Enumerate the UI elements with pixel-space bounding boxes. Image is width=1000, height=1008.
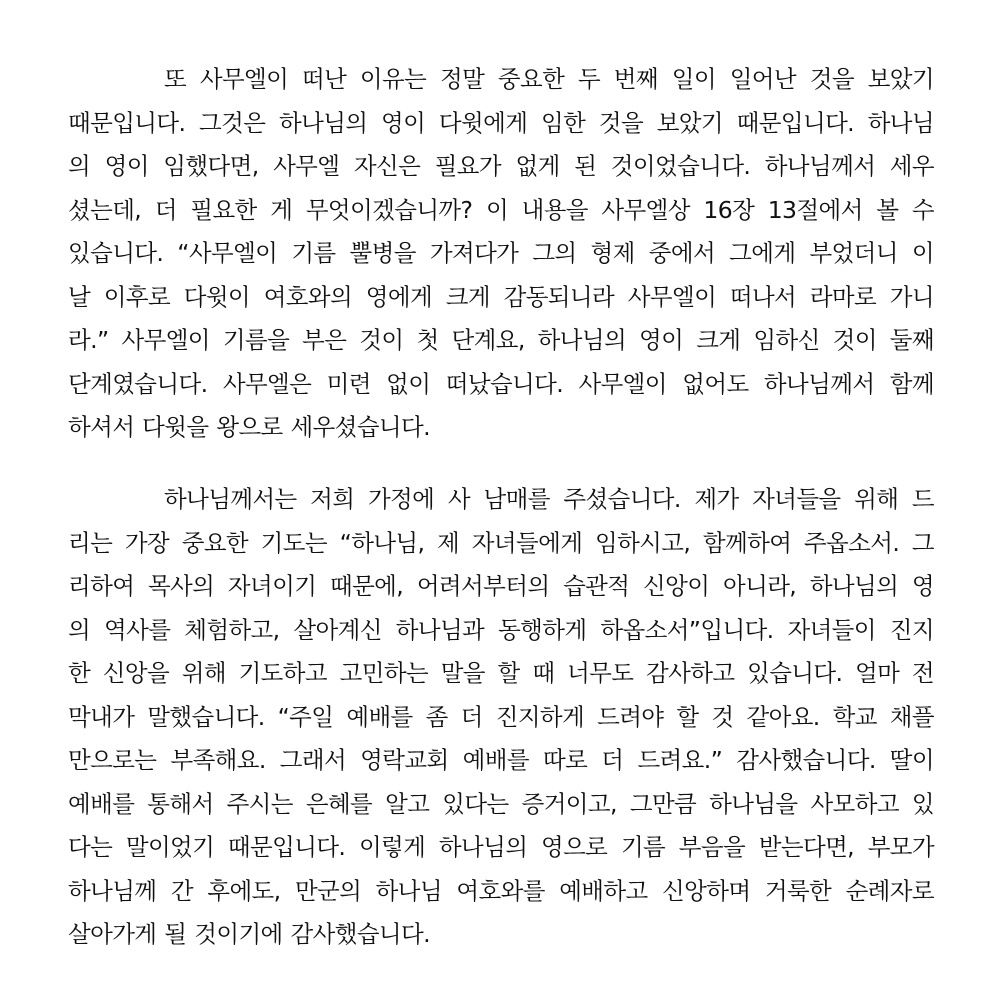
text-line: 의 역사를 체험하고, 살아계신 하나님과 동행하게 하옵소서”입니다. 자녀들이 진지 xyxy=(68,615,934,644)
text-line: 만으로는 부족해요. 그래서 영락교회 예배를 따로 더 드려요.” 감사했습니다. 딸이 xyxy=(68,746,934,774)
text-line: 날 이후로 다윗이 여호와의 영에게 크게 감동되니라 사무엘이 떠나서 라마로 가니 xyxy=(68,282,934,311)
text-line: 하나님께서는 저희 가정에 사 남매를 주셨습니다. 제가 자녀들을 위해 드 xyxy=(164,485,934,513)
text-line: 리하여 목사의 자녀이기 때문에, 어려서부터의 습관적 신앙이 아니라, 하나님의 영 xyxy=(68,572,934,600)
text-line: 셨는데, 더 필요한 게 무엇이겠습니까? 이 내용을 사무엘상 16장 13절에서 볼 수 xyxy=(68,195,934,224)
paragraph-2 xyxy=(68,478,934,957)
text-line: 있습니다. “사무엘이 기름 뿔병을 가져다가 그의 형제 중에서 그에게 부었더니 이 xyxy=(68,239,934,267)
text-line: 하셔서 다윗을 왕으로 세우셨습니다. xyxy=(68,413,430,441)
text-line: 리는 가장 중요한 기도는 “하나님, 제 자녀들에게 임하시고, 함께하여 주옵소서. 그 xyxy=(68,528,934,557)
text-line: 다는 말이었기 때문입니다. 이렇게 하나님의 영으로 기름 부음을 받는다면, 부모가 xyxy=(68,833,934,861)
text-line: 또 사무엘이 떠난 이유는 정말 중요한 두 번째 일이 일어난 것을 보았기 xyxy=(164,65,934,93)
text-line: 막내가 말했습니다. “주일 예배를 좀 더 진지하게 드려야 할 것 같아요. 학교 채플 xyxy=(68,702,934,731)
text-line: 예배를 통해서 주시는 은혜를 알고 있다는 증거이고, 그만큼 하나님을 사모하고 있 xyxy=(68,789,934,818)
text-line: 의 영이 임했다면, 사무엘 자신은 필요가 없게 된 것이었습니다. 하나님께서 세우 xyxy=(68,152,934,180)
text-line: 단계였습니다. 사무엘은 미련 없이 떠났습니다. 사무엘이 없어도 하나님께서 함께 xyxy=(68,369,934,398)
text-line: 한 신앙을 위해 기도하고 고민하는 말을 할 때 너무도 감사하고 있습니다. 얼마 전 xyxy=(68,659,934,687)
text-line: 라.” 사무엘이 기름을 부은 것이 첫 단계요, 하나님의 영이 크게 임하신 것이 둘째 xyxy=(68,326,934,354)
paragraph-1 xyxy=(68,58,934,450)
text-line: 때문입니다. 그것은 하나님의 영이 다윗에게 임한 것을 보았기 때문입니다. 하나님 xyxy=(68,108,934,137)
text-line: 살아가게 될 것이기에 감사했습니다. xyxy=(68,920,430,948)
text-line: 하나님께 간 후에도, 만군의 하나님 여호와를 예배하고 신앙하며 거룩한 순례자로 xyxy=(68,876,934,905)
